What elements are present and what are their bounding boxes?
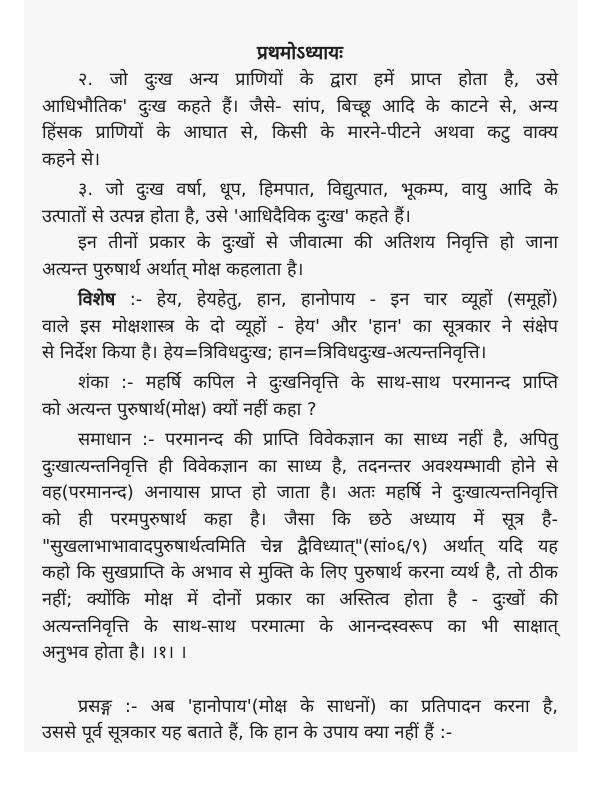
text-line-content: समाधान :- परमानन्द की प्राप्ति विवेकज्ञान का साध्य नहीं है, अपितु (78, 429, 558, 450)
text-line-content: अत्यन्तनिवृत्ति के साथ-साथ परमात्मा के आनन्दस्वरूप का भी साक्षात् (42, 616, 558, 637)
text-line-content: २. जो दुःख अन्य प्राणियों के द्वारा हमें प्राप्त होता है, उसे (78, 69, 558, 90)
text-line-content: को अत्यन्त पुरुषार्थ(मोक्ष) क्यों नहीं कहा ? (42, 399, 317, 420)
text-line (42, 397, 558, 423)
text-line (42, 640, 558, 666)
text-line (42, 120, 558, 146)
text-line-content: वह(परमानन्द) अनायास प्राप्त हो जाता है। अतः महर्षि ने दुःखात्यन्तनिवृत्ति (42, 482, 558, 503)
text-line (42, 454, 558, 480)
text-line-content: कहो कि सुखप्राप्ति के अभाव से मुक्ति के लिए पुरुषार्थ करना व्यर्थ है, तो ठीक (42, 562, 558, 583)
text-line (42, 204, 558, 230)
text-line-content: :- हेय, हेयहेतु, हान, हानोपाय - इन चार व्यूहों (समूहों) (115, 289, 558, 310)
text-line-content: इन तीनों प्रकार के दुःखों से जीवात्मा की अतिशय निवृत्ति हो जाना (78, 232, 558, 253)
text-line-content: अत्यन्त पुरुषार्थ अर्थात् मोक्ष कहलाता है। (42, 259, 304, 280)
text-line-content: वाले इस मोक्षशास्त्र के दो व्यूहों - हेय' और 'हान' का सूत्रकार ने संक्षेप (42, 316, 558, 337)
text-line-content: नहीं; क्योंकि मोक्ष में दोनों प्रकार का अस्तित्व होता है - दुःखों की (42, 589, 558, 610)
text-line-content: उत्पातों से उत्पन्न होता है, उसे 'आधिदैविक दुःख' कहते हैं। (42, 206, 411, 227)
text-line (42, 314, 558, 340)
text-line-content: कहने से। (42, 149, 101, 170)
text-line-content: "सुखलाभाभावादपुरुषार्थत्वमिति चेन्न द्वैविध्यात्"(सां०६/९) अर्थात् यदि यह (42, 536, 558, 557)
text-line (78, 230, 558, 256)
text-line (42, 534, 558, 560)
text-line-content: शंका :- महर्षि कपिल ने दुःखनिवृत्ति के साथ-साथ परमानन्द प्राप्ति (78, 372, 558, 393)
text-line (42, 507, 558, 533)
text-line-content: उससे पूर्व सूत्रकार यह बताते हैं, कि हान के उपाय क्या नहीं हैं :- (42, 722, 453, 743)
text-line (42, 480, 558, 506)
text-line (42, 587, 558, 613)
label-vishesh: विशेष (78, 289, 116, 310)
text-line-content: ३. जो दुःख वर्षा, धूप, हिमपात, विद्युत्पात, भूकम्प, वायु आदि के (78, 179, 558, 200)
text-line (78, 67, 558, 93)
text-line-content: दुःखात्यन्तनिवृत्ति ही विवेकज्ञान का साध्य है, तदनन्तर अवश्यम्भावी होने से (42, 456, 558, 477)
text-line (42, 94, 558, 120)
text-line-content: को ही परमपुरुषार्थ कहा है। जैसा कि छठे अध्याय में सूत्र है- (42, 509, 558, 530)
chapter-title: प्रथमोऽध्यायः (256, 42, 344, 64)
text-line (42, 614, 558, 640)
text-line-content: हिंसक प्राणियों के आघात से, किसी के मारने-पीटने अथवा कटु वाक्य (42, 122, 558, 143)
text-line-content: आधिभौतिक' दुःख कहते हैं। जैसे- सांप, बिच्छू आदि के काटने से, अन्य (42, 96, 558, 117)
text-line (78, 694, 558, 720)
text-line (78, 287, 558, 313)
text-line (78, 427, 558, 453)
text-line (42, 720, 558, 746)
text-line (42, 340, 558, 366)
text-line (78, 177, 558, 203)
text-line (78, 370, 558, 396)
text-line-content: प्रसङ्ग :- अब 'हानोपाय'(मोक्ष के साधनों) का प्रतिपादन करना है, (78, 696, 558, 717)
text-line-content: अनुभव होता है। ।१। । (42, 642, 187, 663)
text-line (42, 257, 558, 283)
text-line-content: से निर्देश किया है। हेय=त्रिविधदुःख; हान=त्रिविधदुःख-अत्यन्तनिवृत्ति। (42, 342, 487, 363)
text-line (42, 560, 558, 586)
text-line (42, 147, 558, 173)
